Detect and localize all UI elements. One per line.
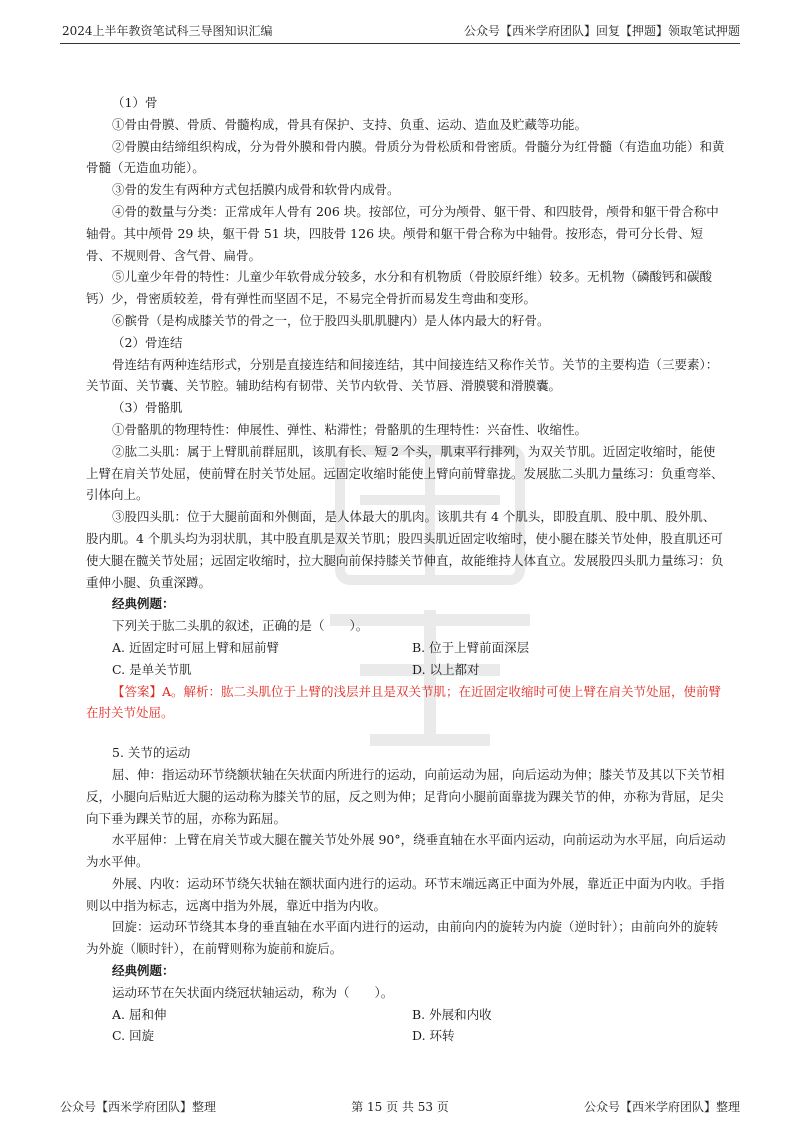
example-answer: 【答案】A。解析：肱二头肌位于上臂的浅层并且是双关节肌；在近固定收缩时可使上臂在肩关节处屈，使前臂在肘关节处屈。 [86, 683, 722, 721]
example-question: 运动环节在矢状面内绕冠状轴运动，称为（ ）。 [112, 984, 394, 1000]
paragraph: 骨连结有两种连结形式，分别是直接连结和间接连结，其中间接连结又称作关节。关节的主要构造（三要素）：关节面、关节囊、关节腔。辅助结构有韧带、关节内软骨、关节唇、滑膜襞和滑膜囊。 [86, 356, 719, 394]
option-c: C. 是单关节肌 [112, 661, 192, 677]
example-heading: 经典例题： [112, 963, 175, 979]
option-a: A. 屈和伸 [112, 1006, 167, 1022]
paragraph: ⑥髌骨（是构成膝关节的骨之一，位于股四头肌肌腱内）是人体内最大的籽骨。 [112, 312, 550, 328]
paragraph: 回旋：运动环节绕其本身的垂直轴在水平面内进行的运动，由前向内的旋转为内旋（逆时针）；由前向外的旋转为外旋（顺时针），在前臂则称为旋前和旋后。 [86, 919, 719, 957]
paragraph: ①骨骼肌的物理特性：伸展性、弹性、粘滞性；骨骼肌的生理特性：兴奋性、收缩性。 [112, 421, 588, 437]
option-c: C. 回旋 [112, 1028, 155, 1044]
section-title-movement: 5. 关节的运动 [112, 745, 191, 761]
paragraph: 屈、伸：指运动环节绕额状轴在矢状面内所进行的运动，向前运动为屈，向后运动为伸；膝关节及其以下关节相反，小腿向后贴近大腿的运动称为膝关节的屈，反之则为伸；足背向小腿前面靠拢为踝关节的伸，亦称为背屈，足尖向下垂为踝关节的屈，亦称为跖屈。 [86, 766, 725, 826]
paragraph: ③股四头肌：位于大腿前面和外侧面，是人体最大的肌肉。该肌共有 4 个肌头，即股直肌、股中肌、股外肌、股内肌。4 个肌头均为羽状肌，其中股直肌是双关节肌；股四头肌近固定收缩时，使小腿在膝关节处伸，股直肌还可使大腿在髋关节处屈；远固定收缩时，拉大腿向前保持膝关节伸直，故能维持人体直立。发展股四头肌力量练习：负重伸小腿、负重深蹲。 [86, 509, 724, 590]
example-options [86, 1004, 726, 1048]
example-options [86, 637, 726, 681]
page-content [86, 92, 726, 1047]
paragraph: ③骨的发生有两种方式包括膜内成骨和软骨内成骨。 [112, 182, 400, 198]
page-header [0, 0, 800, 44]
option-b: B. 外展和内收 [412, 1006, 492, 1022]
footer-left: 公众号【西米学府团队】整理 [60, 1100, 217, 1114]
header-promo: 公众号【西米学府团队】回复【押题】领取笔试押题 [463, 24, 740, 38]
page-number: 第 15 页 共 53 页 [351, 1100, 449, 1114]
header-title: 2024上半年教资笔试科三导图知识汇编 [62, 24, 273, 38]
footer-right: 公众号【西米学府团队】整理 [583, 1100, 740, 1114]
section-title-bone: （1）骨 [112, 95, 158, 110]
example-heading: 经典例题： [112, 596, 175, 612]
paragraph: ⑤儿童少年骨的特性：儿童少年软骨成分较多，水分和有机物质（骨胶原纤维）较多。无机物（磷酸钙和碳酸钙）少，骨密质较差，骨有弹性而坚固不足，不易完全骨折而易发生弯曲和变形。 [86, 269, 713, 307]
paragraph: ④骨的数量与分类：正常成年人骨有 206 块。按部位，可分为颅骨、躯干骨、和四肢骨，颅骨和躯干骨合称中轴骨。其中颅骨 29 块，躯干骨 51 块，四肢骨 126 块。颅骨和躯干骨合称为中轴骨。按形态，骨可分长骨、短骨、不规则骨、含气骨、扁骨。 [86, 203, 719, 263]
paragraph: 水平屈伸：上臂在肩关节或大腿在髋关节处外展 90°，绕垂直轴在水平面内运动，向前运动为水平屈，向后运动为水平伸。 [86, 832, 726, 870]
option-d: D. 以上都对 [412, 661, 480, 677]
example-question: 下列关于肱二头肌的叙述，正确的是（ ）。 [112, 618, 369, 634]
option-b: B. 位于上臂前面深层 [412, 639, 530, 655]
option-a: A. 近固定时可屈上臂和屈前臂 [112, 639, 279, 655]
paragraph: ②骨膜由结缔组织构成，分为骨外膜和骨内膜。骨质分为骨松质和骨密质。骨髓分为红骨髓（有造血功能）和黄骨髓（无造血功能）。 [86, 138, 725, 176]
paragraph: ①骨由骨膜、骨质、骨髓构成，骨具有保护、支持、负重、运动、造血及贮藏等功能。 [112, 116, 588, 132]
section-title-joint: （2）骨连结 [112, 334, 183, 350]
paragraph: ②肱二头肌：属于上臂肌前群屈肌，该肌有长、短 2 个头，肌束平行排列，为双关节肌。近固定收缩时，能使上臂在肩关节处屈，使前臂在肘关节处屈。远固定收缩时能使上臂向前臂靠拢。发展肱二头肌力量练习：负重弯举、引体向上。 [86, 443, 724, 503]
paragraph: 外展、内收：运动环节绕矢状轴在额状面内进行的运动。环节末端远离正中面为外展，靠近正中面为内收。手指则以中指为标志，远离中指为外展，靠近中指为内收。 [86, 875, 725, 913]
header-divider [60, 43, 740, 44]
section-title-muscle: （3）骨骼肌 [112, 400, 183, 416]
page-footer [60, 1098, 740, 1116]
option-d: D. 环转 [412, 1028, 455, 1044]
